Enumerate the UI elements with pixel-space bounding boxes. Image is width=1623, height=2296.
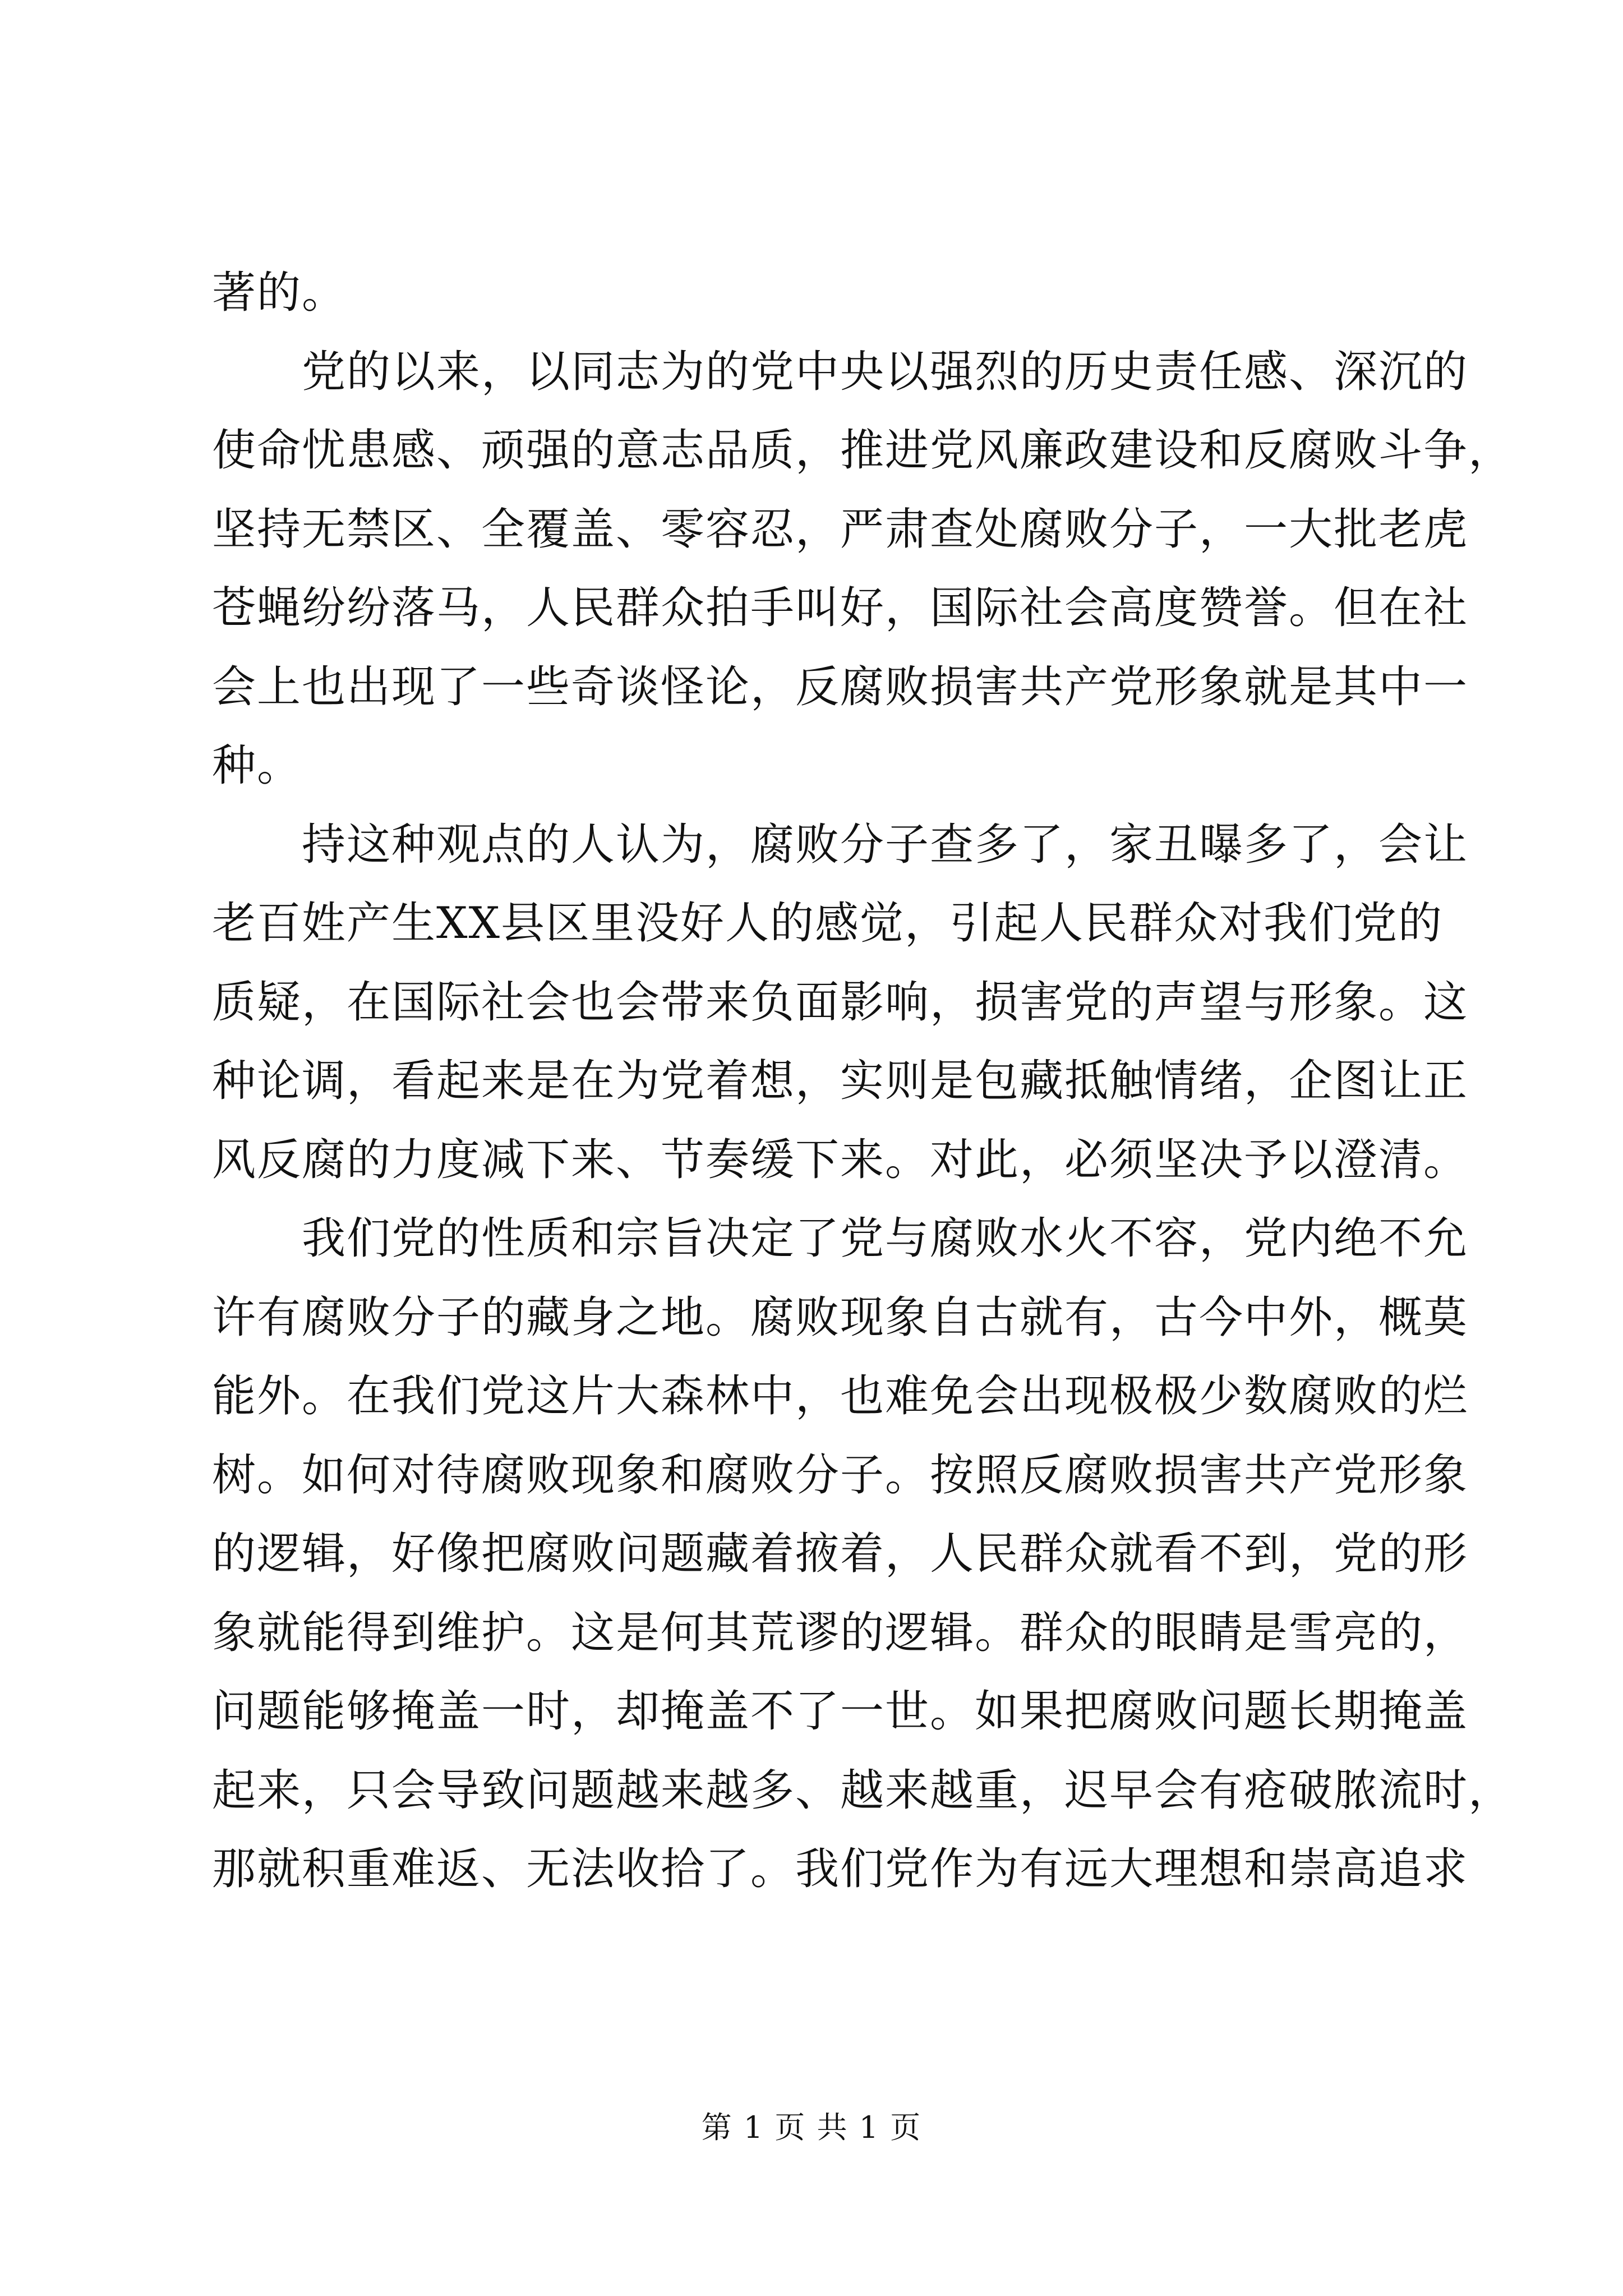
text-line: 党的以来，以同志为的党中央以强烈的历史责任感、深沉的: [302, 346, 1469, 397]
text-line: 风反腐的力度减下来、节奏缓下来。对此，必须坚决予以澄清。: [212, 1134, 1469, 1185]
text-line: 使命忧患感、顽强的意志品质，推进党风廉政建设和反腐败斗争，: [212, 425, 1514, 476]
document-body: [212, 254, 1514, 1909]
text-line: 苍蝇纷纷落马，人民群众拍手叫好，国际社会高度赞誉。但在社: [212, 583, 1469, 633]
text-line: 著的。: [212, 268, 347, 318]
text-line: 持这种观点的人认为，腐败分子查多了，家丑曝多了，会让: [302, 819, 1469, 870]
text-line: 老百姓产生XX县区里没好人的感觉，引起人民群众对我们党的: [212, 898, 1444, 949]
text-line: 树。如何对待腐败现象和腐败分子。按照反腐败损害共产党形象: [212, 1450, 1469, 1501]
text-line: 种论调，看起来是在为党着想，实则是包藏抵触情绪，企图让正: [212, 1056, 1469, 1106]
text-line: 种。: [212, 740, 302, 791]
text-line: 我们党的性质和宗旨决定了党与腐败水火不容，党内绝不允: [302, 1213, 1469, 1264]
text-line: 坚持无禁区、全覆盖、零容忍，严肃查处腐败分子，一大批老虎: [212, 504, 1469, 555]
text-line: 会上也出现了一些奇谈怪论，反腐败损害共产党形象就是其中一: [212, 661, 1469, 712]
text-line: 象就能得到维护。这是何其荒谬的逻辑。群众的眼睛是雪亮的，: [212, 1607, 1469, 1658]
text-line: 的逻辑，好像把腐败问题藏着掖着，人民群众就看不到，党的形: [212, 1529, 1469, 1579]
page-footer: 第 1 页 共 1 页: [701, 2110, 922, 2145]
text-line: 问题能够掩盖一时，却掩盖不了一世。如果把腐败问题长期掩盖: [212, 1686, 1469, 1737]
text-line: 那就积重难返、无法收拾了。我们党作为有远大理想和崇高追求: [212, 1844, 1469, 1894]
text-line: 能外。在我们党这片大森林中，也难免会出现极极少数腐败的烂: [212, 1371, 1469, 1421]
text-line: 起来，只会导致问题越来越多、越来越重，迟早会有疮破脓流时，: [212, 1765, 1514, 1816]
text-line: 质疑，在国际社会也会带来负面影响，损害党的声望与形象。这: [212, 977, 1469, 1028]
text-line: 许有腐败分子的藏身之地。腐败现象自古就有，古今中外，概莫: [212, 1292, 1469, 1343]
